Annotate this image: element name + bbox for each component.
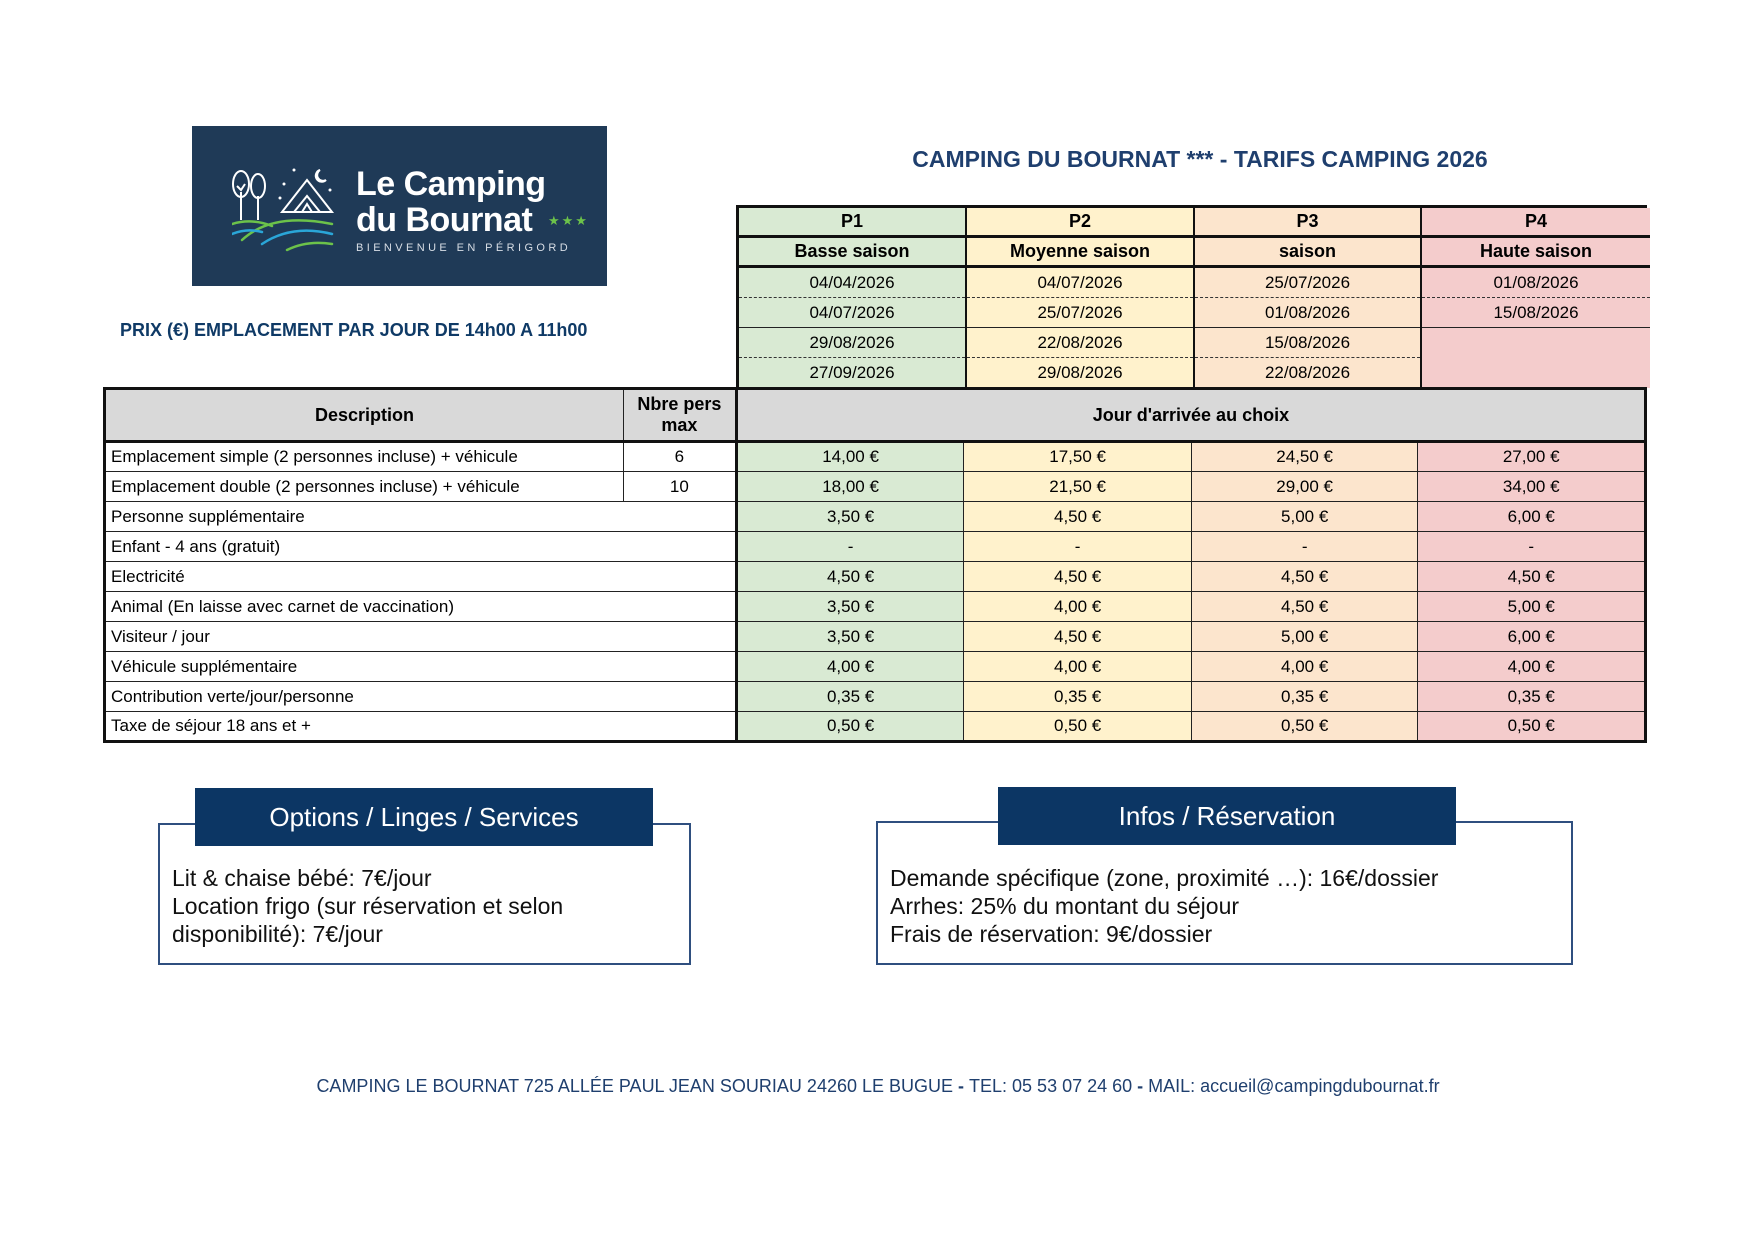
price-p3: 0,50 € (1191, 712, 1418, 742)
logo-tagline: BIENVENUE EN PÉRIGORD (356, 242, 572, 254)
period-date: 04/07/2026 (967, 268, 1193, 298)
table-row (105, 592, 1646, 622)
price-p2: 0,50 € (964, 712, 1192, 742)
row-description: Electricité (105, 562, 737, 592)
price-p4: 0,50 € (1418, 712, 1646, 742)
price-p3: 5,00 € (1191, 622, 1418, 652)
options-line: Location frigo (sur réservation et selon (172, 893, 564, 919)
header-max-persons: Nbre pers max (623, 389, 736, 442)
price-p4: 4,00 € (1418, 652, 1646, 682)
price-p2: 4,50 € (964, 502, 1192, 532)
price-p2: 4,00 € (964, 592, 1192, 622)
options-box-label: Options / Linges / Services (195, 788, 653, 846)
price-p4: 5,00 € (1418, 592, 1646, 622)
price-p2: 21,50 € (964, 472, 1192, 502)
period-header (736, 205, 1647, 387)
row-description: Emplacement simple (2 personnes incluse) + véhicule (105, 442, 624, 472)
infos-line: Demande spécifique (zone, proximité …): 16€/dossier (890, 865, 1439, 891)
period-date: 04/04/2026 (739, 268, 965, 298)
logo-line-2: du Bournat (356, 201, 533, 239)
price-p4: - (1418, 532, 1646, 562)
period-date: 25/07/2026 (1195, 268, 1420, 298)
row-description: Visiteur / jour (105, 622, 737, 652)
price-p1: 3,50 € (736, 502, 964, 532)
table-row (105, 652, 1646, 682)
row-description: Personne supplémentaire (105, 502, 737, 532)
price-p3: 4,50 € (1191, 562, 1418, 592)
period-date: 15/08/2026 (1195, 328, 1420, 358)
price-table (103, 387, 1647, 743)
period-date: 25/07/2026 (967, 298, 1193, 328)
period-code: P3 (1195, 208, 1420, 238)
period-date: 15/08/2026 (1422, 298, 1650, 328)
price-p4: 0,35 € (1418, 682, 1646, 712)
period-date: 04/07/2026 (739, 298, 965, 328)
price-p3: 4,00 € (1191, 652, 1418, 682)
price-p3: 5,00 € (1191, 502, 1418, 532)
period-date: 01/08/2026 (1195, 298, 1420, 328)
price-p4: 34,00 € (1418, 472, 1646, 502)
price-p1: 0,50 € (736, 712, 964, 742)
price-p1: 18,00 € (736, 472, 964, 502)
table-row (105, 532, 1646, 562)
infos-box-label: Infos / Réservation (998, 787, 1456, 845)
row-description: Contribution verte/jour/personne (105, 682, 737, 712)
footer-phone[interactable]: TEL: 05 53 07 24 60 (969, 1076, 1133, 1096)
period-code: P1 (739, 208, 965, 238)
price-p2: 4,50 € (964, 622, 1192, 652)
period-date: 29/08/2026 (739, 328, 965, 358)
row-max: 6 (623, 442, 736, 472)
options-line: disponibilité): 7€/jour (172, 921, 383, 947)
footer-address: CAMPING LE BOURNAT 725 ALLÉE PAUL JEAN SOURIAU 24260 LE BUGUE (316, 1076, 954, 1096)
row-description: Enfant - 4 ans (gratuit) (105, 532, 737, 562)
period-code: P2 (967, 208, 1193, 238)
price-p1: 14,00 € (736, 442, 964, 472)
table-row (105, 442, 1646, 472)
period-date: 27/09/2026 (809, 363, 895, 382)
infos-box-body (890, 864, 1438, 948)
period-p1 (739, 208, 967, 388)
price-p4: 27,00 € (1418, 442, 1646, 472)
footer-contact (0, 1076, 1756, 1097)
period-date: 01/08/2026 (1422, 268, 1650, 298)
period-name: Haute saison (1422, 238, 1650, 268)
price-p3: 29,00 € (1191, 472, 1418, 502)
price-p2: 0,35 € (964, 682, 1192, 712)
table-row (105, 562, 1646, 592)
row-description: Véhicule supplémentaire (105, 652, 737, 682)
header-description: Description (105, 389, 624, 442)
row-max: 10 (623, 472, 736, 502)
footer-separator: - (953, 1076, 970, 1096)
infos-line: Frais de réservation: 9€/dossier (890, 921, 1213, 947)
table-row (105, 502, 1646, 532)
price-p1: 4,00 € (736, 652, 964, 682)
row-description: Taxe de séjour 18 ans et + (105, 712, 737, 742)
price-p1: 0,35 € (736, 682, 964, 712)
period-code: P4 (1422, 208, 1650, 238)
period-name: saison (1195, 238, 1420, 268)
period-date: 29/08/2026 (1037, 363, 1123, 382)
period-name: Moyenne saison (967, 238, 1193, 268)
period-name: Basse saison (739, 238, 965, 268)
period-p4 (1422, 208, 1650, 388)
period-p2 (967, 208, 1195, 388)
price-p2: 4,50 € (964, 562, 1192, 592)
period-empty-cell (1422, 328, 1650, 388)
price-subtitle: PRIX (€) EMPLACEMENT PAR JOUR DE 14h00 A 11h00 (120, 320, 588, 340)
row-description: Emplacement double (2 personnes incluse) + véhicule (105, 472, 624, 502)
page-title: CAMPING DU BOURNAT *** - TARIFS CAMPING 2026 (912, 146, 1488, 172)
tent-trees-icon (232, 162, 352, 262)
table-header-row (105, 389, 1646, 442)
price-p4: 6,00 € (1418, 622, 1646, 652)
price-p4: 6,00 € (1418, 502, 1646, 532)
header-arrival: Jour d'arrivée au choix (736, 389, 1645, 442)
star-rating-icon: ★★★ (548, 213, 589, 228)
camping-logo (192, 126, 607, 286)
price-p1: - (736, 532, 964, 562)
price-p3: 4,50 € (1191, 592, 1418, 622)
price-p2: 4,00 € (964, 652, 1192, 682)
period-date: 22/08/2026 (967, 328, 1193, 358)
price-p4: 4,50 € (1418, 562, 1646, 592)
options-line: Lit & chaise bébé: 7€/jour (172, 865, 432, 891)
table-row (105, 682, 1646, 712)
price-p1: 3,50 € (736, 592, 964, 622)
table-row (105, 472, 1646, 502)
options-box-body (172, 864, 563, 948)
price-p2: - (964, 532, 1192, 562)
table-row (105, 622, 1646, 652)
logo-line-1: Le Camping (356, 165, 546, 203)
footer-separator: - (1132, 1076, 1149, 1096)
footer-email[interactable]: MAIL: accueil@campingdubournat.fr (1148, 1076, 1440, 1096)
price-p1: 4,50 € (736, 562, 964, 592)
price-p2: 17,50 € (964, 442, 1192, 472)
row-description: Animal (En laisse avec carnet de vaccination) (105, 592, 737, 622)
period-p3 (1195, 208, 1422, 388)
table-row (105, 712, 1646, 742)
price-p3: - (1191, 532, 1418, 562)
price-p1: 3,50 € (736, 622, 964, 652)
price-p3: 0,35 € (1191, 682, 1418, 712)
period-date: 22/08/2026 (1264, 363, 1351, 382)
price-p3: 24,50 € (1191, 442, 1418, 472)
infos-line: Arrhes: 25% du montant du séjour (890, 893, 1240, 919)
